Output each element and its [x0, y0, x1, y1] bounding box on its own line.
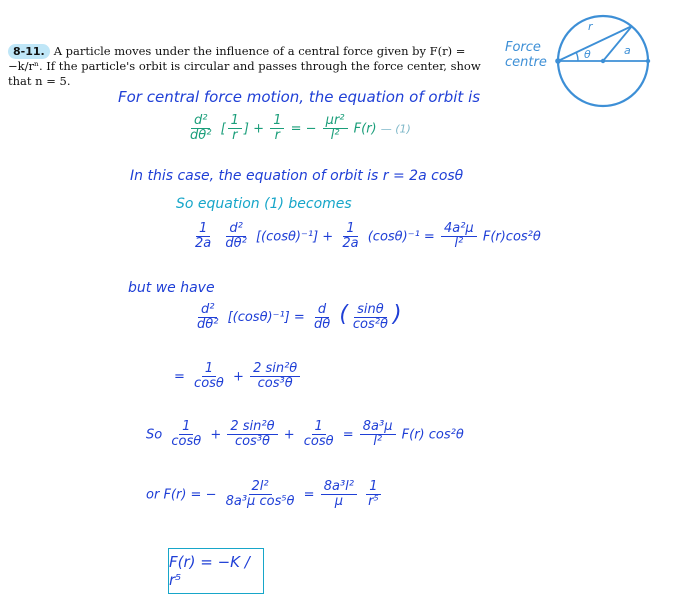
problem-number: 8-11. [8, 44, 50, 59]
r-label: r [588, 20, 593, 33]
note-line3: So equation (1) becomes [176, 196, 352, 212]
note-line4: but we have [128, 280, 215, 296]
or-label: or [146, 487, 160, 503]
final-answer-box [168, 548, 264, 594]
theta-label: θ [584, 48, 591, 61]
substituted-equation: $\frac{1}{2a}$ $\frac{\text{d²}}{\text{dθ²}}$ [(cosθ)⁻¹] + $\frac{1}{2a}$ (cosθ)⁻¹ = $\frac{\text{4a²μ}}{\text{l²}}$ F(r)cos²θ [195, 221, 541, 252]
eq1-label: — (1) [380, 122, 411, 136]
force-label-line1: Force [505, 40, 541, 55]
so-equation: So $\frac{1}{\cos\theta}$ + $\frac{\text{2 sin²θ}}{\text{cos³θ}}$ + $\frac{1}{\cos\theta}$ = $\frac{\text{8a³μ}}{\text{l²}}$ F(r) cos²θ [146, 419, 464, 450]
problem-statement [8, 44, 498, 89]
orbit-equation: $\frac{\text{d²}}{\text{dθ²}}$ [ $\frac{1}{r}$ ] + $\frac{1}{r}$ = − $\frac{\text{μr²}}{\text{l²}}$ F(r) — (1) [190, 113, 411, 144]
a-label: a [624, 44, 631, 57]
derivative-result: = $\frac{1}{\cos\theta}$ + $\frac{\text{2 sin²θ}}{\text{cos³θ}}$ [174, 362, 302, 392]
so-label: So [146, 427, 163, 443]
final-answer: F(r) = −K / r⁵ [169, 553, 250, 589]
orbit-diagram [548, 8, 658, 118]
or-equation: or F(r) = − $\frac{\text{2l²}}{\text{8a³μ cos⁵θ}}$ = $\frac{\text{8a³l²}}{\mu}$ $\frac{1}{\text{r⁵}}$ [146, 479, 379, 510]
force-centre-label [505, 40, 547, 70]
note-line2: In this case, the equation of orbit is r = 2a cosθ [130, 168, 464, 184]
problem-text: A particle moves under the influence of a central force given by F(r) = −k/rⁿ. If the particle's orbit is circular and passes through the force center, show that n = 5. [8, 44, 481, 88]
note-line1: For central force motion, the equation of orbit is [118, 88, 481, 106]
derivative-identity: $\frac{\text{d²}}{\text{dθ²}}$ [(cosθ)⁻¹] = $\frac{d}{d\theta}$ ( $\frac{\sin\theta}{\text{cos²θ}}$ ) [197, 301, 402, 332]
force-label-line2: centre [505, 55, 547, 70]
